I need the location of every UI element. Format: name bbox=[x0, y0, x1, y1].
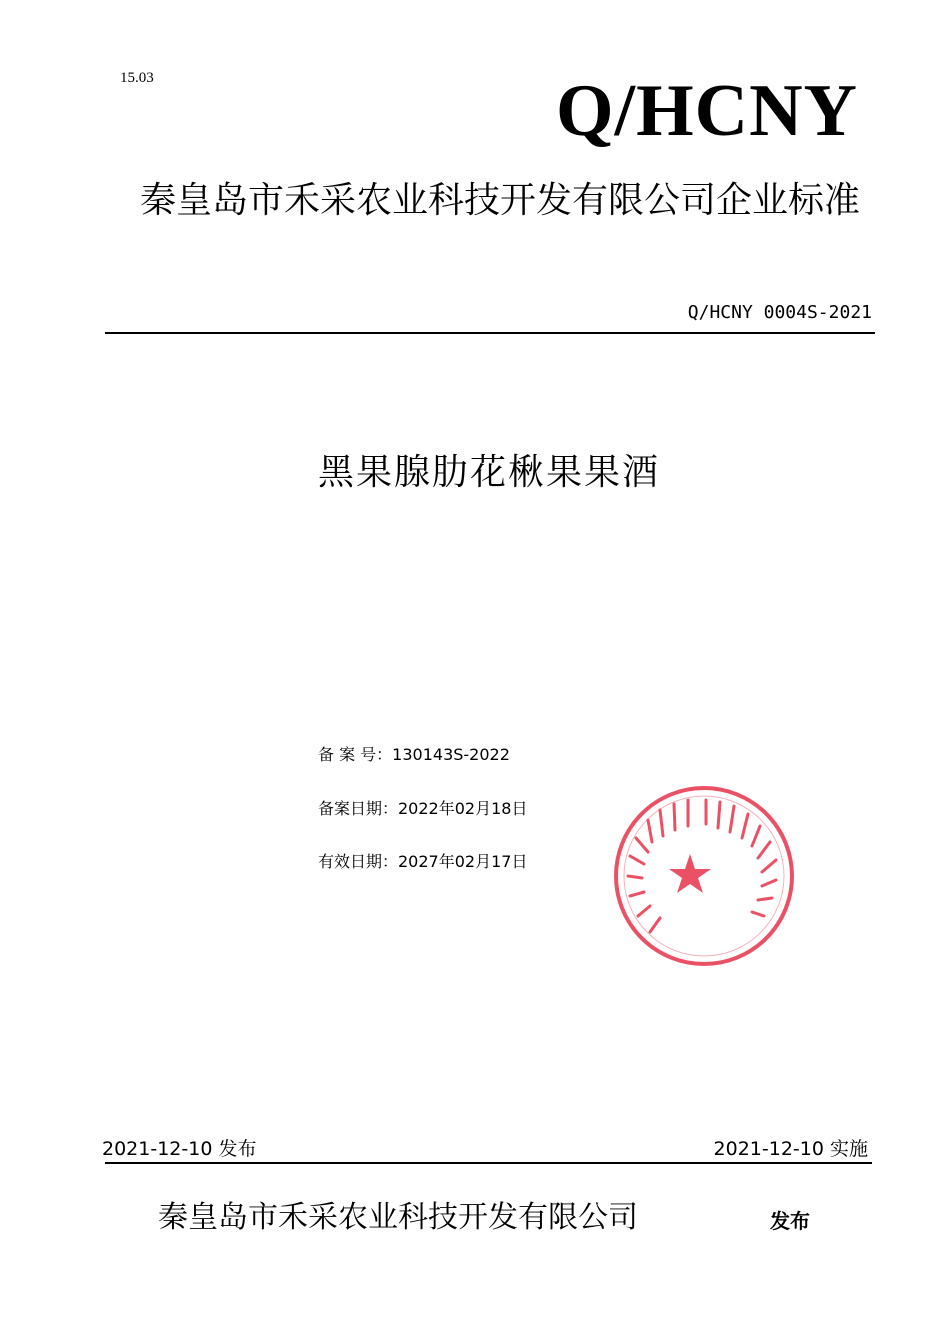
implementation-date: 2021-12-10 实施 bbox=[713, 1138, 868, 1160]
top-divider bbox=[105, 332, 875, 334]
publish-label: 发布 bbox=[770, 1209, 810, 1233]
document-number: Q/HCNY 0004S-2021 bbox=[687, 302, 872, 323]
product-title: 黑果腺肋花楸果果酒 bbox=[317, 452, 660, 493]
red-star-seal-icon bbox=[608, 780, 800, 972]
valid-date: 有效日期：2027年02月17日 bbox=[318, 852, 528, 871]
filing-date: 备案日期：2022年02月18日 bbox=[318, 799, 528, 818]
ics-code: 15.03 bbox=[120, 70, 154, 86]
filing-number: 备 案 号：130143S-2022 bbox=[318, 745, 510, 764]
publisher-name: 秦皇岛市禾采农业科技开发有限公司 bbox=[158, 1200, 638, 1235]
standard-code: Q/HCNY bbox=[556, 70, 858, 152]
issue-date: 2021-12-10 发布 bbox=[102, 1138, 257, 1160]
company-standard-title: 秦皇岛市禾采农业科技开发有限公司企业标准 bbox=[139, 180, 860, 221]
bottom-divider bbox=[105, 1162, 872, 1164]
